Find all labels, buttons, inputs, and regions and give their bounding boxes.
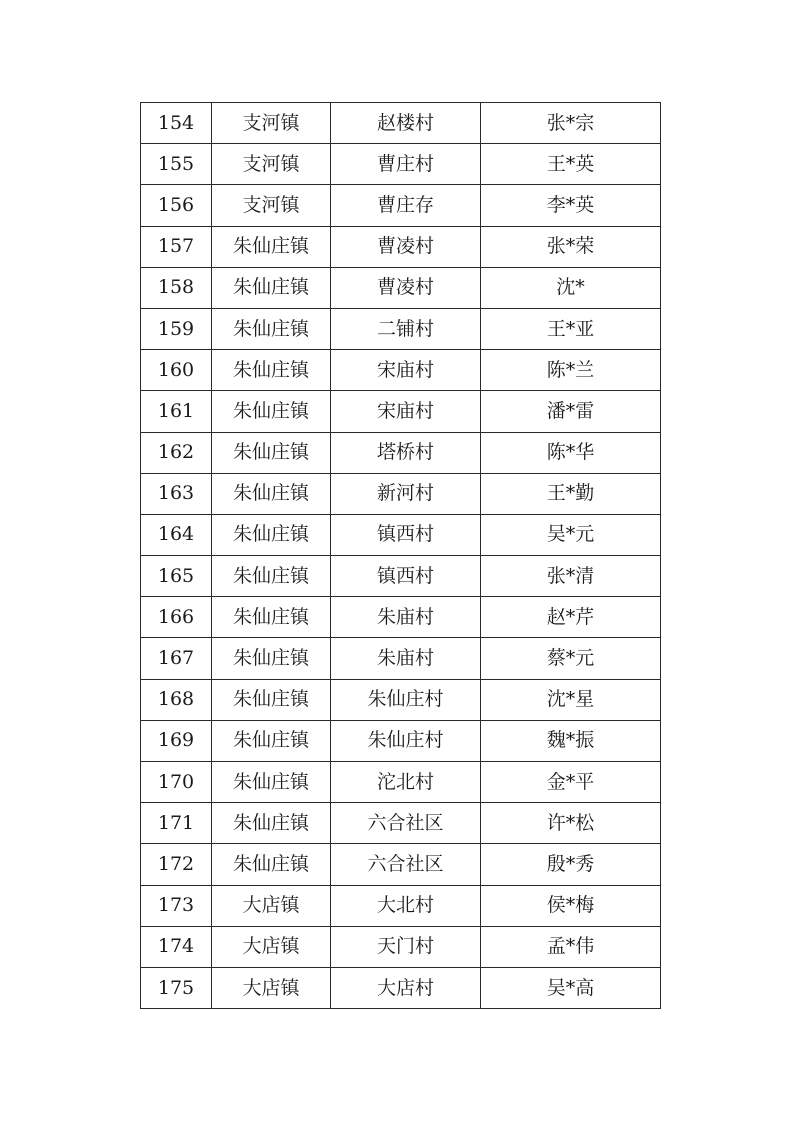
town-cell: 支河镇	[212, 144, 331, 185]
table-row	[141, 514, 661, 555]
table-row	[141, 803, 661, 844]
row-number-cell: 157	[141, 226, 212, 267]
village-cell: 朱仙庄村	[331, 679, 481, 720]
name-cell: 张*荣	[481, 226, 661, 267]
table-row	[141, 226, 661, 267]
name-cell: 孟*伟	[481, 926, 661, 967]
row-number-cell: 162	[141, 432, 212, 473]
row-number-cell: 156	[141, 185, 212, 226]
village-cell: 塔桥村	[331, 432, 481, 473]
name-cell: 陈*华	[481, 432, 661, 473]
row-number-cell: 174	[141, 926, 212, 967]
village-cell: 曹凌村	[331, 226, 481, 267]
table-row	[141, 185, 661, 226]
roster-table	[140, 102, 661, 1009]
town-cell: 朱仙庄镇	[212, 514, 331, 555]
village-cell: 赵楼村	[331, 103, 481, 144]
name-cell: 张*宗	[481, 103, 661, 144]
table-row	[141, 267, 661, 308]
table-row	[141, 473, 661, 514]
table-row	[141, 144, 661, 185]
town-cell: 大店镇	[212, 967, 331, 1008]
name-cell: 吴*元	[481, 514, 661, 555]
village-cell: 曹庄村	[331, 144, 481, 185]
town-cell: 朱仙庄镇	[212, 556, 331, 597]
row-number-cell: 167	[141, 638, 212, 679]
table-row	[141, 926, 661, 967]
village-cell: 沱北村	[331, 762, 481, 803]
name-cell: 侯*梅	[481, 885, 661, 926]
village-cell: 六合社区	[331, 844, 481, 885]
name-cell: 李*英	[481, 185, 661, 226]
town-cell: 支河镇	[212, 103, 331, 144]
row-number-cell: 161	[141, 391, 212, 432]
village-cell: 二铺村	[331, 308, 481, 349]
name-cell: 赵*芹	[481, 597, 661, 638]
row-number-cell: 163	[141, 473, 212, 514]
town-cell: 朱仙庄镇	[212, 844, 331, 885]
town-cell: 支河镇	[212, 185, 331, 226]
name-cell: 沈*	[481, 267, 661, 308]
town-cell: 朱仙庄镇	[212, 803, 331, 844]
row-number-cell: 172	[141, 844, 212, 885]
name-cell: 潘*雷	[481, 391, 661, 432]
village-cell: 朱庙村	[331, 638, 481, 679]
village-cell: 天门村	[331, 926, 481, 967]
town-cell: 朱仙庄镇	[212, 473, 331, 514]
village-cell: 曹庄存	[331, 185, 481, 226]
town-cell: 朱仙庄镇	[212, 308, 331, 349]
name-cell: 殷*秀	[481, 844, 661, 885]
town-cell: 朱仙庄镇	[212, 267, 331, 308]
row-number-cell: 165	[141, 556, 212, 597]
table-row	[141, 679, 661, 720]
town-cell: 朱仙庄镇	[212, 226, 331, 267]
name-cell: 吴*高	[481, 967, 661, 1008]
table-row	[141, 391, 661, 432]
table-row	[141, 308, 661, 349]
town-cell: 朱仙庄镇	[212, 391, 331, 432]
village-cell: 镇西村	[331, 514, 481, 555]
village-cell: 曹凌村	[331, 267, 481, 308]
row-number-cell: 170	[141, 762, 212, 803]
table-row	[141, 844, 661, 885]
town-cell: 朱仙庄镇	[212, 432, 331, 473]
town-cell: 朱仙庄镇	[212, 638, 331, 679]
town-cell: 大店镇	[212, 926, 331, 967]
name-cell: 金*平	[481, 762, 661, 803]
table-row	[141, 103, 661, 144]
village-cell: 大店村	[331, 967, 481, 1008]
village-cell: 镇西村	[331, 556, 481, 597]
name-cell: 魏*振	[481, 720, 661, 761]
name-cell: 沈*星	[481, 679, 661, 720]
village-cell: 六合社区	[331, 803, 481, 844]
village-cell: 朱庙村	[331, 597, 481, 638]
row-number-cell: 168	[141, 679, 212, 720]
name-cell: 许*松	[481, 803, 661, 844]
town-cell: 朱仙庄镇	[212, 720, 331, 761]
table-row	[141, 720, 661, 761]
town-cell: 朱仙庄镇	[212, 597, 331, 638]
town-cell: 朱仙庄镇	[212, 350, 331, 391]
name-cell: 陈*兰	[481, 350, 661, 391]
village-cell: 宋庙村	[331, 391, 481, 432]
table-row	[141, 350, 661, 391]
village-cell: 大北村	[331, 885, 481, 926]
row-number-cell: 169	[141, 720, 212, 761]
name-cell: 王*亚	[481, 308, 661, 349]
table-row	[141, 556, 661, 597]
row-number-cell: 166	[141, 597, 212, 638]
table-row	[141, 885, 661, 926]
town-cell: 大店镇	[212, 885, 331, 926]
table-row	[141, 967, 661, 1008]
village-cell: 新河村	[331, 473, 481, 514]
name-cell: 王*英	[481, 144, 661, 185]
row-number-cell: 159	[141, 308, 212, 349]
table-row	[141, 432, 661, 473]
table-row	[141, 762, 661, 803]
table-row	[141, 638, 661, 679]
row-number-cell: 173	[141, 885, 212, 926]
roster-table-body	[141, 103, 661, 1009]
name-cell: 蔡*元	[481, 638, 661, 679]
village-cell: 朱仙庄村	[331, 720, 481, 761]
row-number-cell: 154	[141, 103, 212, 144]
row-number-cell: 171	[141, 803, 212, 844]
row-number-cell: 160	[141, 350, 212, 391]
row-number-cell: 155	[141, 144, 212, 185]
village-cell: 宋庙村	[331, 350, 481, 391]
town-cell: 朱仙庄镇	[212, 762, 331, 803]
name-cell: 王*勤	[481, 473, 661, 514]
row-number-cell: 158	[141, 267, 212, 308]
town-cell: 朱仙庄镇	[212, 679, 331, 720]
row-number-cell: 164	[141, 514, 212, 555]
row-number-cell: 175	[141, 967, 212, 1008]
table-row	[141, 597, 661, 638]
name-cell: 张*清	[481, 556, 661, 597]
